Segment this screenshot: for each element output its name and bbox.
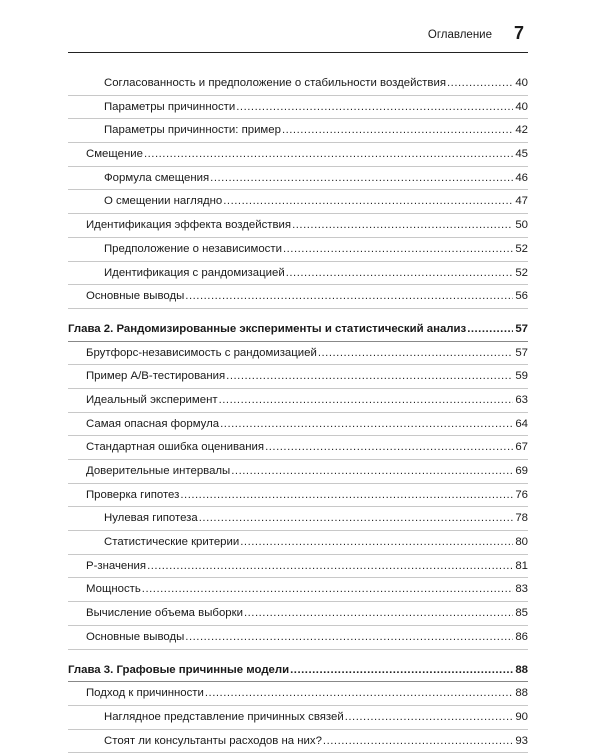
toc-entry-page: 52 (515, 242, 528, 255)
toc-entry-title: Самая опасная формула (86, 417, 220, 430)
toc-entry-title: Нулевая гипотеза (104, 512, 198, 525)
toc-entry-page: 78 (515, 512, 528, 525)
dot-leader (199, 507, 514, 530)
toc-entry[interactable] (68, 413, 528, 437)
dot-leader (226, 365, 513, 388)
dot-leader (286, 262, 514, 285)
toc-entry[interactable] (68, 389, 528, 413)
toc-entry-page: 69 (515, 465, 528, 477)
dot-leader (185, 626, 513, 649)
toc-entry[interactable] (68, 214, 528, 238)
toc-entry[interactable] (68, 460, 528, 484)
dot-leader (244, 602, 513, 625)
toc-entry-title: Брутфорс-независимость с рандомизацией (86, 346, 317, 359)
toc-entry[interactable] (68, 555, 528, 579)
toc-entry[interactable] (68, 578, 528, 602)
toc-entry[interactable] (68, 167, 528, 191)
dot-leader (144, 143, 513, 166)
toc-entry-title: Подход к причинности (86, 687, 204, 700)
toc-entry-page: 86 (515, 630, 528, 643)
toc-entry-title: Согласованность и предположение о стабильности воздействия (104, 77, 446, 89)
toc-entry[interactable] (68, 119, 528, 143)
toc-entry-page: 57 (515, 322, 528, 335)
dot-leader (147, 555, 513, 578)
toc-entry[interactable] (68, 365, 528, 389)
toc-entry-page: 52 (515, 266, 528, 279)
toc-entry-title: Предположение о независимости (104, 242, 282, 255)
toc-entry[interactable] (68, 484, 528, 508)
toc-entry[interactable] (68, 626, 528, 650)
toc-entry[interactable] (68, 706, 528, 730)
toc-entry-page: 76 (515, 488, 528, 501)
toc-entry[interactable] (68, 238, 528, 262)
dot-leader (467, 318, 513, 341)
toc-entry-title: Смещение (86, 148, 143, 161)
toc-entry-page: 63 (515, 393, 528, 406)
toc-entry-page: 88 (515, 663, 528, 676)
toc-entry-title: О смещении наглядно (104, 195, 223, 208)
toc-entry[interactable] (68, 531, 528, 555)
toc-entry-page: 40 (515, 100, 528, 113)
toc-entry-title: Формула смещения (104, 171, 210, 184)
toc-entry[interactable] (68, 96, 528, 120)
dot-leader (205, 682, 513, 705)
dot-leader (142, 578, 514, 601)
toc-entry-title: Доверительные интервалы (86, 465, 231, 477)
dot-leader (318, 342, 513, 365)
dot-leader (283, 238, 513, 261)
toc-entry-title: Глава 2. Рандомизированные эксперименты и статистический анализ (68, 322, 467, 335)
dot-leader (345, 706, 514, 729)
dot-leader (231, 460, 513, 483)
toc-entry[interactable] (68, 72, 528, 96)
toc-entry[interactable] (68, 262, 528, 286)
toc-entry-page: 88 (515, 687, 528, 700)
toc-entry-title: Глава 3. Графовые причинные модели (68, 663, 290, 676)
toc-entry-title: Статистические критерии (104, 536, 240, 549)
toc-entry-page: 59 (515, 370, 528, 383)
dot-leader (240, 531, 513, 554)
dot-leader (290, 659, 513, 682)
header-title: Оглавление (427, 29, 492, 41)
toc-entry-title: Идентификация эффекта воздействия (86, 219, 292, 232)
toc-entry-title: Основные выводы (86, 290, 185, 303)
toc-entry-title: Идеальный эксперимент (86, 393, 218, 406)
dot-leader (223, 190, 513, 213)
toc-entry-page: 64 (515, 417, 528, 430)
toc-entry-page: 67 (515, 441, 528, 454)
toc-entry-page: 50 (515, 219, 528, 232)
section-gap (68, 650, 528, 659)
toc-entry[interactable] (68, 190, 528, 214)
toc-entry-page: 57 (515, 346, 528, 359)
toc-entry-page: 85 (515, 607, 528, 620)
dot-leader (292, 214, 513, 237)
dot-leader (185, 285, 513, 308)
toc-entry[interactable] (68, 285, 528, 309)
toc-entry-title: Вычисление объема выборки (86, 607, 243, 620)
running-header (68, 22, 528, 53)
toc-entry-title: Стоят ли консультанты расходов на них? (104, 734, 322, 747)
toc-entry[interactable] (68, 436, 528, 460)
toc-entry[interactable] (68, 682, 528, 706)
dot-leader (265, 436, 513, 459)
toc-entry-title: Параметры причинности (104, 100, 236, 113)
dot-leader (447, 72, 513, 95)
toc-entry-page: 42 (515, 124, 528, 137)
toc-entry-title: Основные выводы (86, 630, 185, 643)
toc-entry-page: 83 (515, 583, 528, 596)
toc-entry-page: 45 (515, 148, 528, 161)
toc-entry-page: 40 (515, 77, 528, 89)
toc-entry[interactable] (68, 342, 528, 366)
toc-entry-title: Пример A/B-тестирования (86, 370, 226, 383)
dot-leader (323, 730, 513, 753)
table-of-contents (68, 72, 528, 753)
toc-entry-title: Наглядное представление причинных связей (104, 710, 344, 723)
toc-entry-page: 81 (515, 559, 528, 572)
dot-leader (219, 389, 514, 412)
toc-entry[interactable] (68, 507, 528, 531)
toc-entry[interactable] (68, 143, 528, 167)
dot-leader (282, 119, 513, 142)
dot-leader (236, 96, 513, 119)
toc-entry-title: Мощность (86, 583, 141, 596)
toc-entry-page: 47 (515, 195, 528, 208)
dot-leader (180, 484, 513, 507)
toc-entry-title: Идентификация с рандомизацией (104, 266, 285, 279)
dot-leader (210, 167, 513, 190)
toc-entry-page: 56 (515, 290, 528, 303)
toc-chapter-entry[interactable] (68, 318, 528, 342)
toc-entry[interactable] (68, 602, 528, 626)
dot-leader (220, 413, 513, 436)
toc-entry-title: Параметры причинности: пример (104, 124, 281, 137)
toc-entry-title: P-значения (86, 559, 147, 572)
toc-entry[interactable] (68, 730, 528, 753)
toc-chapter-entry[interactable] (68, 659, 528, 683)
toc-entry-page: 93 (515, 734, 528, 747)
toc-entry-page: 80 (515, 536, 528, 549)
page-number: 7 (513, 23, 524, 43)
section-gap (68, 309, 528, 318)
toc-entry-page: 46 (515, 171, 528, 184)
toc-entry-page: 90 (515, 710, 528, 723)
toc-entry-title: Стандартная ошибка оценивания (86, 441, 265, 454)
toc-entry-title: Проверка гипотез (86, 488, 180, 501)
